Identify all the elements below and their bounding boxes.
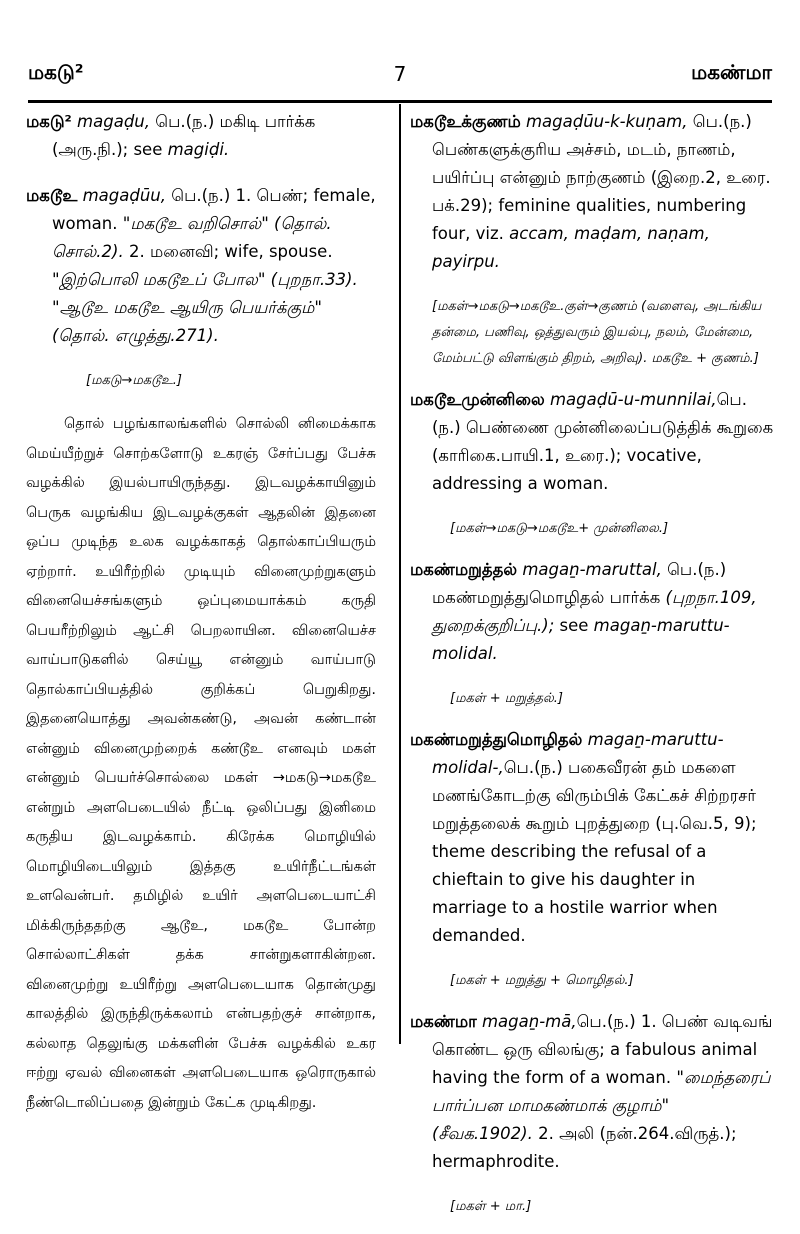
headword: மகடூஉக்குணம் — [410, 112, 521, 131]
citation-quote: "மகடூஉ வறிசொல்" (தொல். சொல்.2). — [52, 214, 332, 261]
citation-quote: "இற்பொலி மகடூஉப் போல" (புறநா.33). "ஆடூஉ மகடூஉ ஆயிரு பெயர்க்கும்" (தொல். எழுத்து.271). — [52, 270, 358, 345]
headword: மகண்மறுத்துமொழிதல் — [410, 730, 583, 749]
etymology: [மகள்→மகடு→மகடூஉ+ முன்னிலை.] — [450, 521, 669, 536]
headword: மகடூஉமுன்னிலை — [410, 390, 545, 409]
transliterated-terms: accam, maḍam, naṇam, payirpu. — [432, 224, 710, 271]
header-right-guideword: மகண்மா — [691, 60, 772, 84]
transliteration: magaṉ-mā, — [481, 1012, 577, 1031]
citation-quote: "மைந்தரைப் பார்ப்பன மாமகண்மாக் குழாம்" (சீவக.1902). — [432, 1068, 771, 1143]
transliteration: magaḍūu-k-kuṇam, — [525, 112, 688, 131]
entry-magaduu-k-kunam — [410, 108, 774, 276]
right-column — [410, 108, 774, 1234]
left-column — [26, 108, 376, 1118]
transliteration: magaḍū-u-munnilai, — [549, 390, 717, 409]
headword: மகடூஉ — [26, 186, 78, 205]
transliteration: magaḍūu, — [82, 186, 166, 205]
etymology: [மகள் + மறுத்து + மொழிதல்.] — [450, 973, 634, 988]
headword: மகடு² — [26, 112, 72, 131]
definition: 2. அலி (நன்.264.விருத்.); hermaphrodite. — [432, 1124, 737, 1171]
entry-magan-ma — [410, 1008, 774, 1176]
entry-magaduu-munnilai — [410, 386, 774, 498]
source-reference: (புறநா.109, துறைக்குறிப்பு.); — [432, 588, 757, 635]
column-divider — [399, 104, 401, 1044]
definition: பெ.(ந.) 1. பெண்; female, woman. — [52, 186, 376, 233]
transliteration: magaṉ-maruttal, — [522, 560, 662, 579]
headword: மகண்மறுத்தல் — [410, 560, 518, 579]
definition: 2. மனைவி; wife, spouse. — [123, 242, 333, 261]
transliteration: magaṉ-maruttu-molidal-, — [432, 730, 724, 777]
definition: பெ.(ந.) பெண்களுக்குரிய அச்சம், மடம், நாணம், பயிர்ப்பு என்னும் நாற்குணம் (இறை.2, உரை. பக்.29); feminine qualities, numbering four, viz. — [432, 112, 771, 243]
commentary-paragraph: தொல் பழங்காலங்களில் சொல்லி னிமைக்காக மெய்யீற்றுச் சொற்களோடு உகரஞ் சேர்ப்பது பேச்சு வழக்கில் இயல்பாயிருந்தது. இடவழக்காயினும் பெருக வழங்கிய இடவழக்குகள் ஆதலின் இதனை ஒப்ப முடிந்த உலக வழக்காகத் தொல்காப்பியரும் ஏற்றார். உயிரீற்றில் முடியும் வினைமுற்றுகளும் வினையெச்சங்களும் ஒப்புமையாக்கம் கருதி பெயரீற்றிலும் ஆட்சி பெறலாயின. வினையெச்ச வாய்பாடுகளில் செய்யூ என்னும் வாய்பாடு தொல்காப்பியத்தில் குறிக்கப் பெறுகிறது. இதனையொத்து அவன்கண்டு, அவன் கண்டான் என்னும் வினைமுற்றைக் கண்டூஉ எனவும் மகள் என்னும் பெயர்ச்சொல்லை மகள் →மகடு→மகடூஉ என்றும் அளபெடையில் நீட்டி ஒலிப்பது இனிமை கருதிய இடவழக்காம். கிரேக்க மொழியில் மொழியிடையிலும் இத்தகு உயிர்நீட்டங்கள் உளவென்பர். தமிழில் உயிர் அளபெடையாட்சி மிக்கிருந்ததற்கு ஆடூஉ, மகடூஉ போன்ற சொல்லாட்சிகள் தக்க சான்றுகளாகின்றன. வினைமுற்று உயிரீற்று அளபெடையாக தொன்முது காலத்தில் இருந்திருக்கலாம் என்பதற்குச் சான்றாக, கல்லாத தெலுங்கு மக்களின் பேச்சு வழக்கில் உகர ஈற்று ஏவல் வினைகள் அளபெடையாக ஒரொருகால் நீண்டொலிப்பதை இன்றும் கேட்க முடிகிறது. — [26, 416, 376, 1111]
see-reference: magaṉ-maruttu-molidal. — [432, 616, 730, 663]
etymology: [மகள்→மகடு→மகடூஉ.குள்→குணம் (வளைவு, அடங்கிய தன்மை, பணிவு, ஒத்துவரும் இயல்பு, நலம், மேன்மை, மேம்பட்டு விளங்கும் திறம், அறிவு). மகடூஉ + குணம்.] — [432, 299, 762, 366]
header-left-guideword: மகடு² — [28, 60, 84, 84]
entry-magan-maruttal — [410, 556, 774, 668]
etymology: [மகள் + மா.] — [450, 1199, 532, 1214]
definition: பெ.(ந.) பகைவீரன் தம் மகளை மணங்கோடற்கு விரும்பிக் கேட்கச் சிற்றரசர் மறுத்தலைக் கூறும் புறத்துறை (பு.வெ.5, 9); theme describing the refusal of a chieftain to give his daughter in marriage to a hostile warrior when demanded. — [432, 758, 757, 945]
header-rule — [28, 100, 772, 103]
transliteration: magaḍu, — [77, 112, 150, 131]
definition: பெ.(ந.) மகண்மறுத்துமொழிதல் பார்க்க — [432, 560, 727, 607]
definition: பெ.(ந.) 1. பெண் வடிவங் கொண்ட ஒரு விலங்கு; a fabulous animal having the form of a woman. — [432, 1012, 773, 1087]
entry-magan-maruttu-molidal — [410, 726, 774, 950]
etymology: [மகடு→மகடூஉ.] — [86, 373, 182, 388]
entry-magadu2 — [26, 108, 376, 164]
page-number: 7 — [393, 62, 407, 86]
see-reference: magiḍi. — [167, 140, 230, 159]
definition: பெ.(ந.) மகிடி பார்க்க (அரு.நி.); see — [52, 112, 316, 159]
entry-magaduu — [26, 182, 376, 350]
etymology: [மகள் + மறுத்தல்.] — [450, 691, 563, 706]
headword: மகண்மா — [410, 1012, 477, 1031]
definition: பெ.(ந.) பெண்ணை முன்னிலைப்படுத்திக் கூறுகை (காரிகை.பாயி.1, உரை.); vocative, addressing a woman. — [432, 390, 774, 493]
see-text: see — [554, 616, 594, 635]
